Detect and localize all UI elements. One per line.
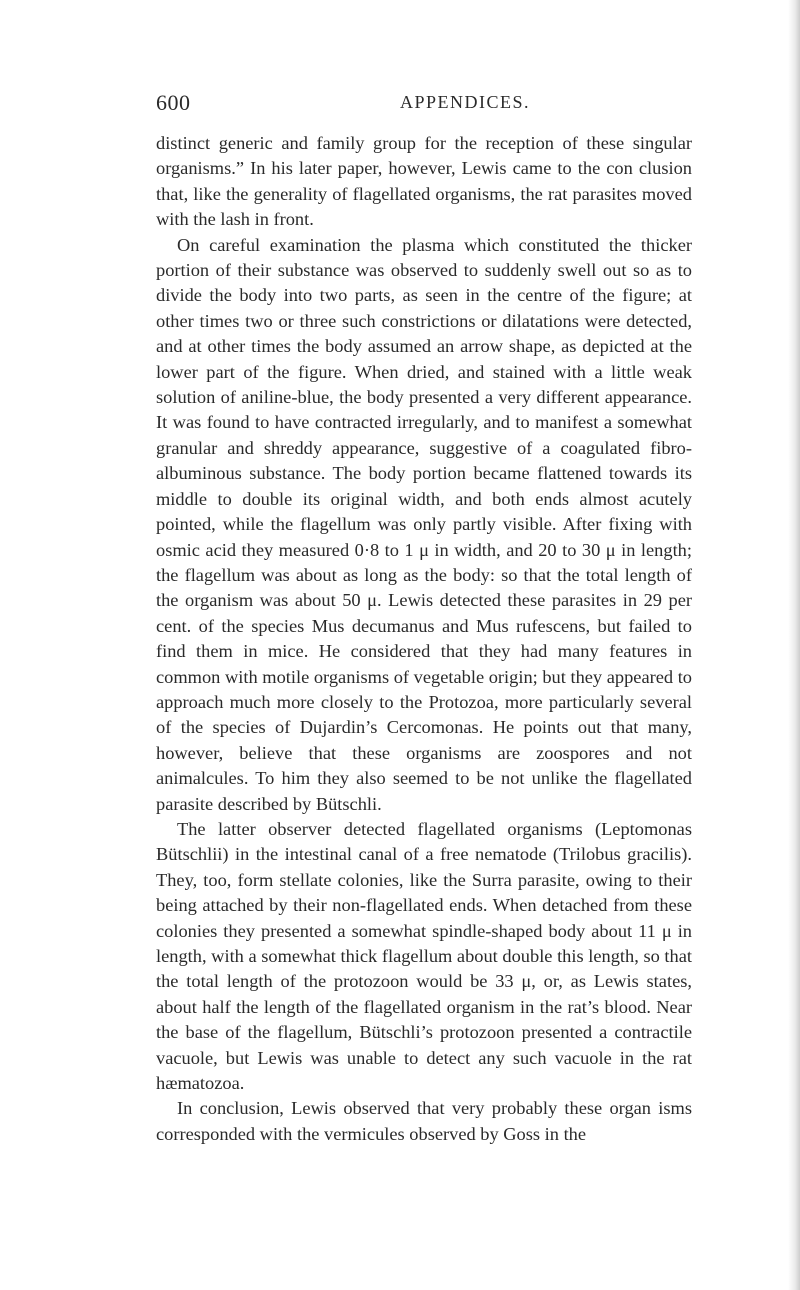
body-text xyxy=(156,131,692,1147)
paragraph-continuation: distinct generic and family group for the reception of these singular organisms.” In his later paper, however, Lewis came to the con clusion that, like the generality of flagellated organisms, the rat parasites moved with the lash in front. xyxy=(156,133,692,230)
paragraph-butschli-observations: The latter observer detected flagellated organisms (Leptomonas Bütschlii) in the intestinal canal of a free nematode (Trilobus gracilis). They, too, form stellate colonies, like the Surra parasite, owing to their being attached by their non-flagellated ends. When detached from these colonies they presented a somewhat spindle-shaped body about 11 μ in length, with a somewhat thick flagellum about double this length, so that the total length of the protozoon would be 33 μ, or, as Lewis states, about half the length of the flagellated organism in the rat’s blood. Near the base of the flagellum, Bütschli’s protozoon presented a contractile vacuole, but Lewis was unable to detect any such vacuole in the rat hæmatozoa. xyxy=(156,818,692,1094)
paragraph-conclusion: In conclusion, Lewis observed that very probably these organ isms corresponded with the vermicules observed by Goss in the xyxy=(156,1098,692,1144)
page-header xyxy=(156,90,692,120)
page-edge-shadow xyxy=(788,0,800,1290)
running-head: APPENDICES. xyxy=(400,92,531,112)
paragraph-plasma-examination: On careful examination the plasma which constituted the thicker portion of their substance was observed to suddenly swell out so as to divide the body into two parts, as seen in the centre of the figure; at other times two or three such constrictions or dilatations were detected, and at other times the body assumed an arrow shape, as depicted at the lower part of the figure. When dried, and stained with a little weak solution of aniline-blue, the body presented a very different appearance. It was found to have contracted irregularly, and to manifest a somewhat granular and shreddy appearance, suggestive of a coagulated fibro-albuminous substance. The body portion became flattened towards its middle to double its original width, and both ends almost acutely pointed, while the flagellum was only partly visible. After fixing with osmic acid they measured 0·8 to 1 μ in width, and 20 to 30 μ in length; the flagellum was about as long as the body: so that the total length of the organism was about 50 μ. Lewis detected these parasites in 29 per cent. of the species Mus decumanus and Mus rufescens, but failed to find them in mice. He considered that they had many features in common with motile organisms of vegetable origin; but they appeared to approach much more closely to the Protozoa, more particularly several of the species of Dujardin’s Cercomonas. He points out that many, however, believe that these organisms are zoospores and not animalcules. To him they also seemed to be not unlike the flagellated parasite described by Bütschli. xyxy=(156,234,692,814)
page-number: 600 xyxy=(156,90,191,115)
